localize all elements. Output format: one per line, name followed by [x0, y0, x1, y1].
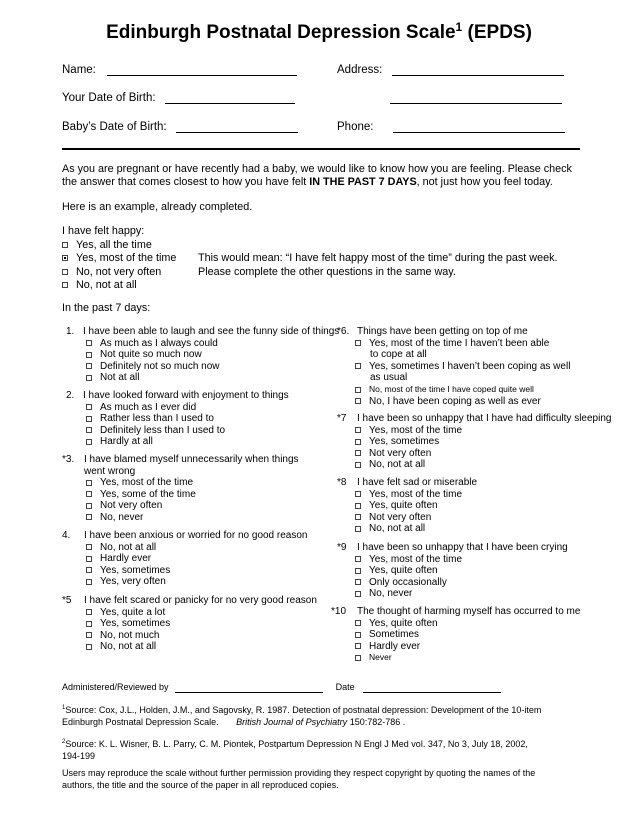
address-input-line[interactable]	[392, 64, 564, 76]
option: Never	[355, 652, 580, 664]
option: Hardly ever	[86, 553, 307, 565]
option: Yes, most of the time	[86, 477, 299, 489]
option: Hardly at all	[86, 436, 289, 448]
checkbox-icon[interactable]	[355, 579, 361, 585]
option: As much as I ever did	[86, 402, 289, 414]
option: Yes, quite often	[355, 565, 568, 577]
checkbox-icon[interactable]	[355, 462, 361, 468]
checkbox-icon[interactable]	[86, 567, 92, 573]
permission-note: Users may reproduce the scale without further permission providing they respect copyright by quoting the names of the authors, the title and the source of the paper in all reproduced copies.	[62, 768, 536, 790]
address-field: Address:	[337, 64, 564, 76]
option: Yes, sometimes	[86, 618, 317, 630]
checkbox-icon[interactable]	[355, 620, 361, 626]
phone-field: Phone:	[337, 121, 565, 133]
checkbox-icon[interactable]	[355, 398, 361, 404]
checkbox-icon[interactable]	[86, 632, 92, 638]
checkbox-icon[interactable]	[355, 450, 361, 456]
option: Yes, most of the time I haven’t been able	[355, 338, 570, 350]
option: Sometimes	[355, 629, 580, 641]
option: Not at all	[86, 372, 339, 384]
dob-input-line[interactable]	[165, 92, 295, 104]
checkbox-icon[interactable]	[355, 491, 361, 497]
option: Yes, quite often	[355, 500, 477, 512]
checkbox-icon[interactable]	[86, 480, 92, 486]
checkbox-icon[interactable]	[355, 363, 361, 369]
instructions: As you are pregnant or have recently had a baby, we would like to know how you are feeling. Please check the answer that comes closest to how you have felt IN THE PAST 7 DAYS, not just how you feel today.	[62, 163, 572, 188]
question-9: *9 I have been so unhappy that I have been crying Yes, most of the time Yes, quite often Only occasionally No, never	[337, 542, 568, 600]
checkbox-icon[interactable]	[86, 621, 92, 627]
option: Definitely not so much now	[86, 361, 339, 373]
option: No, not at all	[86, 641, 317, 653]
example-option: Yes, all the time	[62, 239, 176, 253]
date-input-line[interactable]	[363, 684, 501, 693]
option: No, never	[86, 512, 299, 524]
checkbox-icon[interactable]	[355, 427, 361, 433]
question-10: *10 The thought of harming myself has occurred to me Yes, quite often Sometimes Hardly ever Never	[331, 606, 581, 663]
phone-input-line[interactable]	[393, 121, 565, 133]
checkbox-icon[interactable]	[355, 568, 361, 574]
question-5: *5 I have felt scared or panicky for no very good reason Yes, quite a lot Yes, sometimes No, not much No, not at all	[62, 595, 317, 653]
option: Not quite so much now	[86, 349, 339, 361]
checkbox-icon[interactable]	[86, 609, 92, 615]
option: No, never	[355, 588, 568, 600]
checkbox-icon[interactable]	[62, 242, 68, 248]
option: No, not at all	[355, 523, 477, 535]
checkbox-icon[interactable]	[86, 514, 92, 520]
example-option: No, not very often	[62, 266, 176, 280]
checkbox-icon[interactable]	[355, 556, 361, 562]
option: No, not at all	[355, 459, 611, 471]
checkbox-icon[interactable]	[355, 526, 361, 532]
option: No, not at all	[86, 542, 307, 554]
checkbox-icon[interactable]	[86, 427, 92, 433]
divider	[62, 148, 580, 150]
option: No, most of the time I have coped quite well	[355, 384, 570, 396]
option: Not very often	[355, 448, 611, 460]
checkbox-icon[interactable]	[86, 404, 92, 410]
option: Yes, quite a lot	[86, 607, 317, 619]
option: Only occasionally	[355, 577, 568, 589]
example-option: Yes, most of the time	[62, 252, 176, 266]
checkbox-icon[interactable]	[355, 632, 361, 638]
option: Yes, some of the time	[86, 489, 299, 501]
example-note: This would mean: “I have felt happy most of the time” during the past week. Please complete the other questions in the same way.	[198, 252, 558, 278]
checkbox-icon[interactable]	[86, 544, 92, 550]
option: Yes, sometimes	[86, 565, 307, 577]
checkbox-icon[interactable]	[355, 591, 361, 597]
admin-line: Administered/Reviewed by Date	[62, 681, 501, 693]
option: Yes, sometimes I haven’t been coping as well	[355, 361, 570, 373]
option: No, not much	[86, 630, 317, 642]
question-6: *6. Things have been getting on top of me Yes, most of the time I haven’t been able to cope at all Yes, sometimes I haven’t been coping as well as usual No, most of the time I have coped quite well No, I have been coping as well as ever	[337, 326, 571, 407]
example-intro: Here is an example, already completed.	[62, 201, 253, 213]
baby-dob-field: Baby’s Date of Birth:	[62, 121, 298, 133]
source-2: $^2$Source: K. L. Wisner, B. L. Parry, C. M. Piontek, Postpartum Depression N Engl J Med vol. 347, No 3, July 18, 2002, 194-199	[62, 739, 528, 761]
option: As much as I always could	[86, 338, 339, 350]
option: Not very often	[355, 512, 477, 524]
checkbox-icon[interactable]	[86, 416, 92, 422]
checkbox-icon[interactable]	[86, 644, 92, 650]
question-2: 2. I have looked forward with enjoyment to things As much as I ever did Rather less than I used to Definitely less than I used to Hardly at all	[66, 390, 289, 448]
admin-input-line[interactable]	[175, 684, 323, 693]
address-input-line-2[interactable]	[390, 92, 562, 104]
question-7: *7 I have been so unhappy that I have had difficulty sleeping Yes, most of the time Yes, sometimes Not very often No, not at all	[337, 413, 612, 471]
checkbox-icon[interactable]	[62, 282, 68, 288]
option: Yes, most of the time	[355, 425, 611, 437]
option: Yes, sometimes	[355, 436, 611, 448]
checkbox-icon[interactable]	[355, 503, 361, 509]
source-1: $^1$Source: Cox, J.L., Holden, J.M., and Sagovsky, R. 1987. Detection of postnatal depression: Development of the 10-item Edinburgh Postnatal Depression Scale. British Journal of Psychiatry 150:782-786 .	[62, 705, 542, 727]
address-line-2	[390, 92, 562, 104]
option: Rather less than I used to	[86, 413, 289, 425]
checkbox-icon[interactable]	[86, 491, 92, 497]
question-8: *8 I have felt sad or miserable Yes, most of the time Yes, quite often Not very often No, not at all	[337, 477, 478, 535]
checkbox-icon[interactable]	[355, 340, 361, 346]
option: Hardly ever	[355, 641, 580, 653]
baby-dob-input-line[interactable]	[176, 121, 298, 133]
option: Definitely less than I used to	[86, 425, 289, 437]
checkbox-icon[interactable]	[86, 363, 92, 369]
name-field: Name:	[62, 64, 297, 76]
checkbox-icon[interactable]	[355, 643, 361, 649]
checkbox-icon[interactable]	[86, 579, 92, 585]
checkbox-icon[interactable]	[355, 387, 361, 393]
past-7-days-label: In the past 7 days:	[62, 302, 151, 314]
checkbox-icon[interactable]	[86, 340, 92, 346]
example-option: No, not at all	[62, 279, 176, 293]
checkbox-icon[interactable]	[86, 375, 92, 381]
question-4: 4. I have been anxious or worried for no good reason No, not at all Hardly ever Yes, sometimes Yes, very often	[62, 530, 308, 588]
checkbox-icon[interactable]	[355, 655, 361, 661]
option: Yes, quite often	[355, 618, 580, 630]
checkbox-icon[interactable]	[86, 352, 92, 358]
option: Yes, very often	[86, 576, 307, 588]
checked-checkbox-icon[interactable]	[62, 255, 68, 261]
option: No, I have been coping as well as ever	[355, 396, 570, 408]
page-title: Edinburgh Postnatal Depression Scale$^1$ (EPDS)	[106, 20, 532, 43]
checkbox-icon[interactable]	[355, 439, 361, 445]
checkbox-icon[interactable]	[86, 503, 92, 509]
name-input-line[interactable]	[107, 64, 297, 76]
example-stem: I have felt happy:	[62, 225, 145, 237]
checkbox-icon[interactable]	[86, 439, 92, 445]
option: Yes, most of the time	[355, 554, 568, 566]
question-3: *3. I have blamed myself unnecessarily when things went wrong Yes, most of the time Yes, some of the time Not very often No, never	[62, 454, 299, 523]
example-question	[62, 225, 176, 293]
checkbox-icon[interactable]	[86, 556, 92, 562]
option: Not very often	[86, 500, 299, 512]
question-1: 1. I have been able to laugh and see the funny side of things As much as I always could Not quite so much now Definitely not so much now Not at all	[66, 326, 340, 384]
option: Yes, most of the time	[355, 489, 477, 501]
checkbox-icon[interactable]	[62, 269, 68, 275]
dob-field: Your Date of Birth:	[62, 92, 295, 104]
checkbox-icon[interactable]	[355, 514, 361, 520]
